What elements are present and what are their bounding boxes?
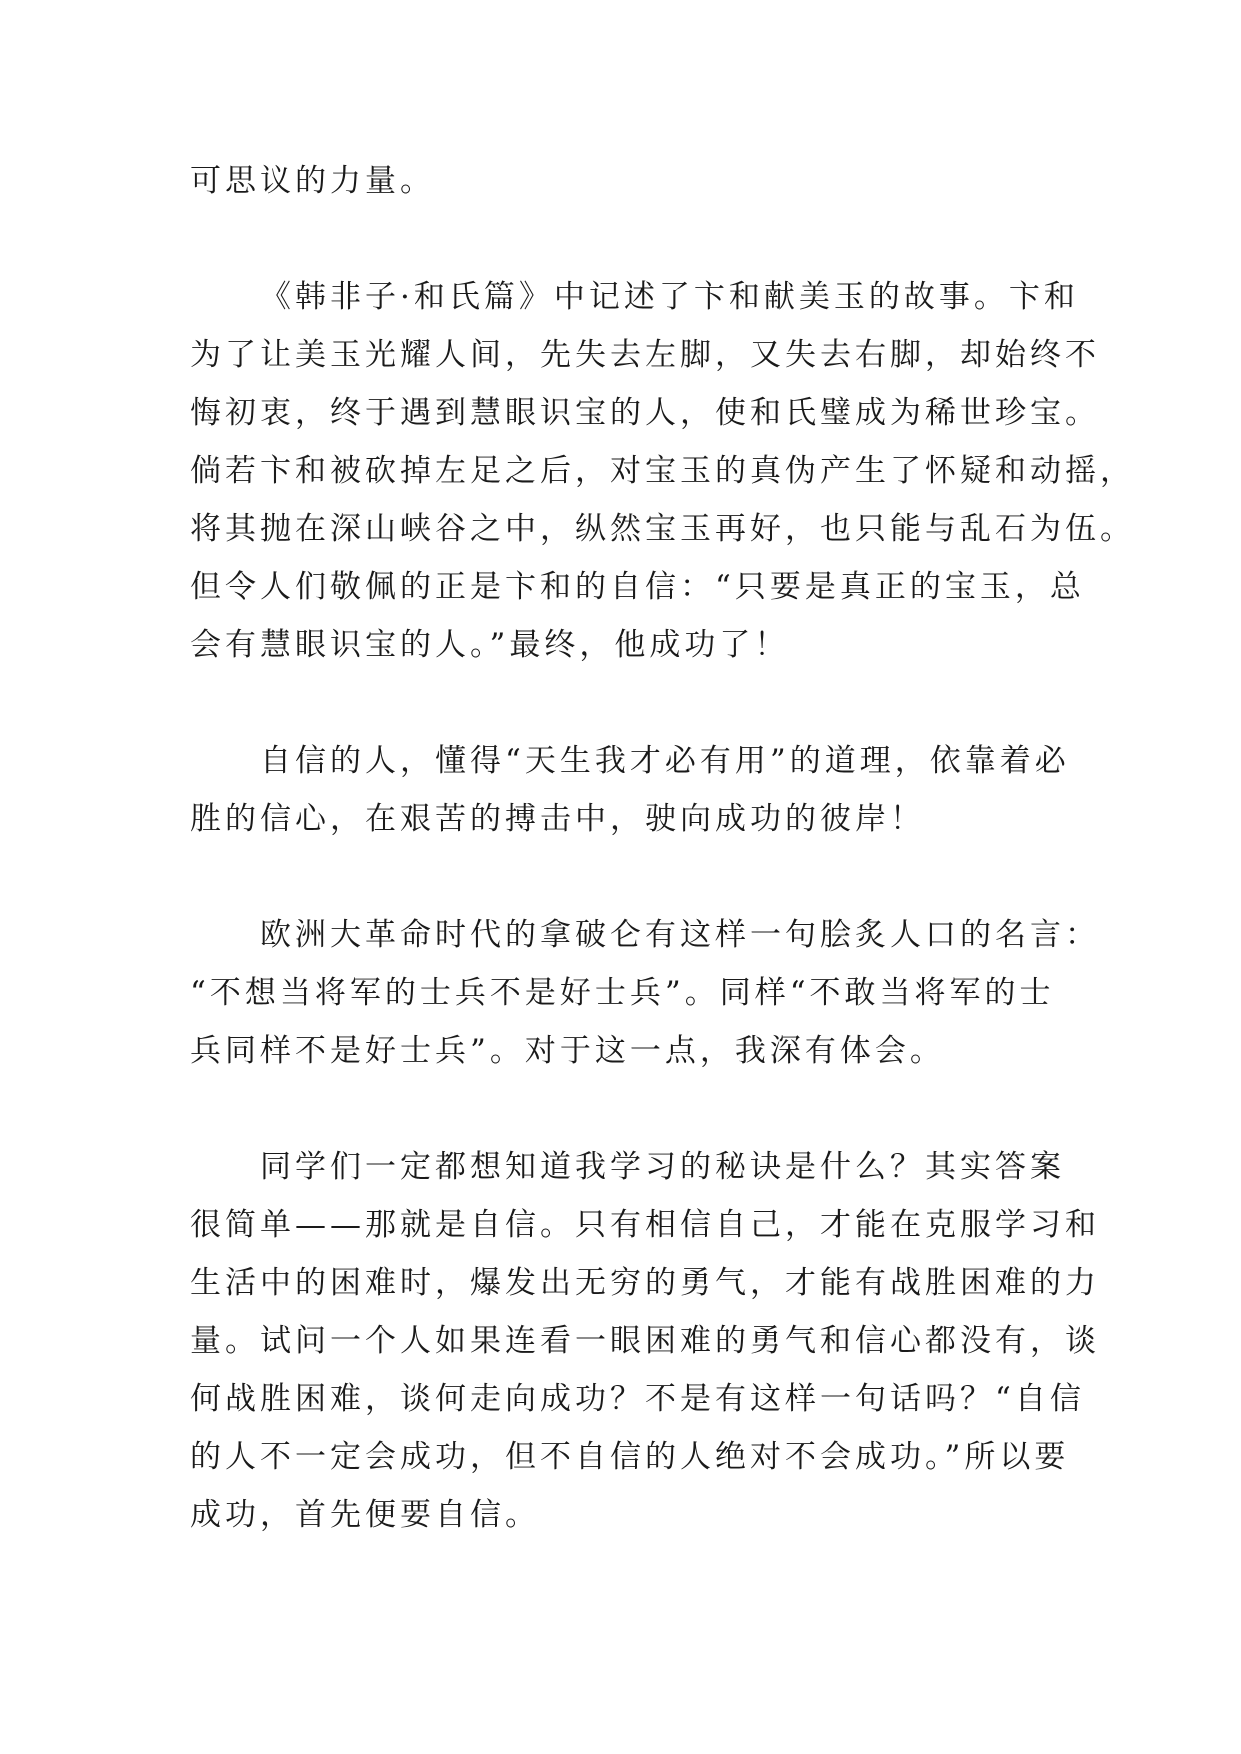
- text-line: 但令人们敬佩的正是卞和的自信：“只要是真正的宝玉，总: [190, 569, 1085, 605]
- text-line: 胜的信心，在艰苦的搏击中，驶向成功的彼岸！: [190, 801, 925, 837]
- text-line: 欧洲大革命时代的拿破仑有这样一句脍炙人口的名言：: [260, 917, 1100, 953]
- text-line: 生活中的困难时，爆发出无穷的勇气，才能有战胜困难的力: [190, 1265, 1100, 1301]
- text-line: 《韩非子·和氏篇》中记述了卞和献美玉的故事。卞和: [260, 279, 1079, 315]
- text-line: 将其抛在深山峡谷之中，纵然宝玉再好，也只能与乱石为伍。: [190, 511, 1135, 547]
- text-line: 很简单——那就是自信。只有相信自己，才能在克服学习和: [190, 1207, 1100, 1243]
- text-line: 同学们一定都想知道我学习的秘诀是什么？其实答案: [260, 1149, 1065, 1185]
- text-line: 量。试问一个人如果连看一眼困难的勇气和信心都没有，谈: [190, 1323, 1100, 1359]
- text-line: 成功，首先便要自信。: [190, 1497, 540, 1533]
- text-line: 自信的人，懂得“天生我才必有用”的道理，依靠着必: [260, 743, 1070, 779]
- text-line: 兵同样不是好士兵”。对于这一点，我深有体会。: [190, 1033, 945, 1069]
- paragraph-bianhe-story: [190, 268, 1135, 674]
- text-line: 为了让美玉光耀人间，先失去左脚，又失去右脚，却始终不: [190, 337, 1100, 373]
- text-line: 可思议的力量。: [190, 163, 435, 199]
- paragraph-confidence: [190, 732, 1070, 848]
- paragraph-continuation: [190, 152, 1070, 210]
- paragraph-napoleon: [190, 906, 1100, 1080]
- text-line: 的人不一定会成功，但不自信的人绝对不会成功。”所以要: [190, 1439, 1070, 1475]
- text-line: 何战胜困难，谈何走向成功？不是有这样一句话吗？“自信: [190, 1381, 1085, 1417]
- text-line: “不想当将军的士兵不是好士兵”。同样“不敢当将军的士: [190, 975, 1055, 1011]
- text-line: 会有慧眼识宝的人。”最终，他成功了！: [190, 627, 790, 663]
- text-line: 悔初衷，终于遇到慧眼识宝的人，使和氏璧成为稀世珍宝。: [190, 395, 1100, 431]
- document-body: [190, 152, 1135, 1602]
- text-line: 倘若卞和被砍掉左足之后，对宝玉的真伪产生了怀疑和动摇，: [190, 453, 1135, 489]
- paragraph-study-secret: [190, 1138, 1100, 1544]
